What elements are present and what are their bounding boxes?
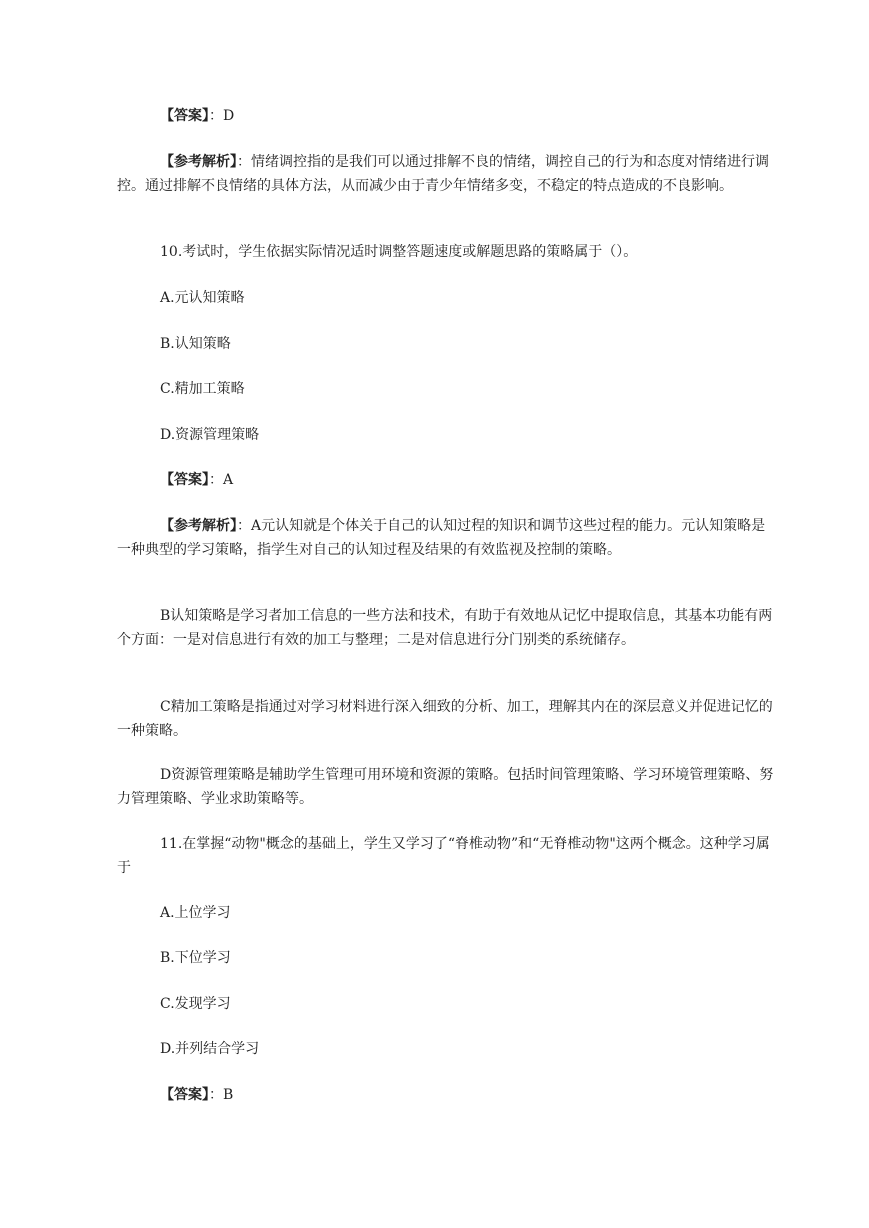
- explanation-q9: [117, 150, 776, 198]
- answer-q10: [160, 468, 776, 492]
- q11-option-b: B.下位学习: [160, 950, 231, 966]
- explanation-text-a: A元认知就是个体关于自己的认知过程的知识和调节这些过程的能力。元认知策略是一种典型的学习策略，指学生对自己的认知过程及结果的有效监视及控制的策略。: [117, 518, 766, 558]
- answer-value: A: [223, 472, 234, 488]
- explanation-q10-c: C精加工策略是指通过对学习材料进行深入细致的分析、加工，理解其内在的深层意义并促进记忆的一种策略。: [117, 699, 773, 739]
- answer-label: 【答案】: [160, 1087, 209, 1103]
- explanation-sep: ：: [237, 154, 251, 170]
- question-11-stem: 11.在掌握“动物"概念的基础上，学生又学习了“脊椎动物”和“无脊椎动物"这两个概念。这种学习属于: [117, 836, 770, 876]
- question-10-stem: 10.考试时，学生依据实际情况适时调整答题速度或解题思路的策略属于（）。: [160, 244, 638, 260]
- q10-option-d: D.资源管理策略: [160, 427, 260, 443]
- answer-sep: ：: [209, 472, 223, 488]
- q10-option-c: C.精加工策略: [160, 381, 245, 397]
- q10-option-a: A.元认知策略: [160, 290, 245, 306]
- answer-q9: [160, 104, 776, 128]
- answer-sep: ：: [209, 108, 223, 124]
- explanation-q10-d: D资源管理策略是辅助学生管理可用环境和资源的策略。包括时间管理策略、学习环境管理策略、努力管理策略、学业求助策略等。: [117, 767, 774, 807]
- q11-option-a: A.上位学习: [160, 905, 231, 921]
- explanation-text: 情绪调控指的是我们可以通过排解不良的情绪，调控自己的行为和态度对情绪进行调控。通过排解不良情绪的具体方法，从而减少由于青少年情绪多变，不稳定的特点造成的不良影响。: [117, 154, 769, 194]
- answer-value: B: [223, 1087, 234, 1103]
- explanation-q10-a: [117, 514, 776, 562]
- explanation-label: 【参考解析】: [160, 518, 237, 534]
- q11-option-d: D.并列结合学习: [160, 1041, 260, 1057]
- explanation-q10-b: B认知策略是学习者加工信息的一些方法和技术，有助于有效地从记忆中提取信息，其基本功能有两个方面：一是对信息进行有效的加工与整理；二是对信息进行分门别类的系统储存。: [117, 608, 773, 648]
- explanation-label: 【参考解析】: [160, 154, 237, 170]
- explanation-sep: ：: [237, 518, 251, 534]
- answer-q11: [160, 1083, 776, 1107]
- answer-value: D: [223, 108, 235, 124]
- answer-sep: ：: [209, 1087, 223, 1103]
- answer-label: 【答案】: [160, 108, 209, 124]
- q10-option-b: B.认知策略: [160, 336, 231, 352]
- answer-label: 【答案】: [160, 472, 209, 488]
- q11-option-c: C.发现学习: [160, 996, 231, 1012]
